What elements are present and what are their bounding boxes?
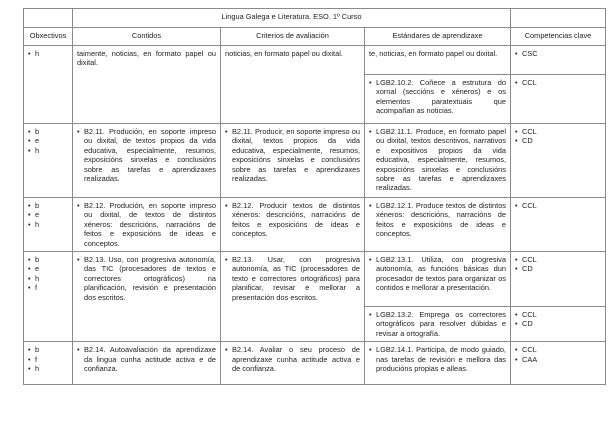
table-row — [24, 252, 606, 307]
criteria-cell — [221, 252, 365, 342]
objective-item: • f — [28, 355, 68, 364]
standard-text: • LGB2.11.1. Produce, en formato papel ou dixital, textos descritivos, narrativos e expositivos propios da vida educativa, especialmente, resumos, exposicións sinxelas e conclusións sobre as tarefas e aprendizaxes realizadas. — [369, 127, 506, 193]
content-cell — [73, 252, 221, 342]
standard-text: • LGB2.12.1. Produce textos de distintos xéneros: descricións, narracións de feitos e exposicións de ideas e conceptos. — [369, 201, 506, 239]
content-text: • B2.12. Produción, en soporte impreso ou dixital, de textos de distintos xéneros: descricións, narracións de feitos e exposicións de ideas e conceptos. — [77, 201, 216, 248]
competences-cell — [511, 252, 606, 307]
competence-item: • CCL — [515, 78, 601, 87]
competences-cell — [511, 342, 606, 385]
table-row — [24, 198, 606, 252]
content-cell — [73, 198, 221, 252]
standard-text: • LGB2.10.2. Coñece a estrutura do xornal (seccións e xéneros) e os elementos paratextuais que acompañan as noticias. — [369, 78, 506, 116]
competence-item: • CSC — [515, 49, 601, 58]
standard-cell — [365, 252, 511, 307]
objectives-cell — [24, 252, 73, 342]
objectives-cell — [24, 46, 73, 124]
objective-item: • h — [28, 364, 68, 373]
header-objectives: Obxectivos — [24, 28, 73, 46]
criteria-text: • B2.12. Producir textos de distintos xéneros: descricións, narracións de feitos e exposicións de ideas e conceptos. — [225, 201, 360, 239]
content-text: • B2.14. Autoavaliación da aprendizaxe da lingua cunha actitude activa e de confianza. — [77, 345, 216, 373]
competence-item: • CCL — [515, 201, 601, 210]
competence-item: • CCL — [515, 127, 601, 136]
title-corner-cell — [24, 9, 73, 28]
objectives-cell — [24, 342, 73, 385]
objective-item: • f — [28, 283, 68, 292]
competence-item: • CD — [515, 264, 601, 273]
competences-cell — [511, 124, 606, 198]
curriculum-table — [23, 8, 606, 385]
criteria-text: noticias, en formato papel ou dixital. — [225, 49, 343, 58]
title-end-cell — [511, 9, 606, 28]
objective-item: • e — [28, 136, 68, 145]
objectives-cell — [24, 198, 73, 252]
table-header-row — [24, 28, 606, 46]
content-text: • B2.13. Uso, con progresiva autonomía, das TIC (procesadores de textos e correctores ortográficos) na planificación, revisión e presentación dos escritos. — [77, 255, 216, 302]
competence-item: • CCL — [515, 255, 601, 264]
table-row — [24, 124, 606, 198]
competences-cell — [511, 75, 606, 124]
competence-item: • CAA — [515, 355, 601, 364]
objective-item: • b — [28, 201, 68, 210]
competence-item: • CCL — [515, 310, 601, 319]
standard-text: • LGB2.14.1. Participa, de modo guiado, nas tarefas de revisión e mellora das producións propias e alleas. — [369, 345, 506, 373]
content-cell — [73, 46, 221, 124]
header-criteria: Criterios de avaliación — [221, 28, 365, 46]
content-text: taimente, noticias, en formato papel ou dixital. — [77, 49, 216, 68]
objective-item: • h — [28, 274, 68, 283]
criteria-text: • B2.13. Usar, con progresiva autonomía, as TIC (procesadores de texto e correctores ortográficos) para planificar, revisar e mellorar a presentación dos escritos. — [225, 255, 360, 302]
content-cell — [73, 342, 221, 385]
objectives-cell — [24, 124, 73, 198]
objective-item: • b — [28, 127, 68, 136]
objective-item: • h — [28, 220, 68, 229]
standard-text: • LGB2.13.1. Utiliza, con progresiva autonomía, as funcións básicas dun procesador de textos para organizar os contidos e mellorar a presentación. — [369, 255, 506, 293]
competence-item: • CD — [515, 319, 601, 328]
criteria-cell — [221, 342, 365, 385]
competence-item: • CCL — [515, 345, 601, 354]
table-row — [24, 46, 606, 75]
criteria-cell — [221, 198, 365, 252]
standard-cell — [365, 46, 511, 75]
competence-item: • CD — [515, 136, 601, 145]
criteria-cell — [221, 46, 365, 124]
objective-item: • h — [28, 49, 68, 58]
standard-text: te, noticias, en formato papel ou dixital. — [369, 49, 498, 58]
table-title: Lingua Galega e Literatura. ESO. 1º Curso — [73, 9, 511, 28]
competences-cell — [511, 307, 606, 342]
standard-cell — [365, 198, 511, 252]
criteria-text: • B2.14. Avaliar o seu proceso de aprendizaxe cunha actitude activa e de confianza. — [225, 345, 360, 373]
standard-text: • LGB2.13.2. Emprega os correctores ortográficos para resolver dúbidas e revisar a ortografía. — [369, 310, 506, 338]
header-competences: Competencias clave — [511, 28, 606, 46]
standard-cell — [365, 342, 511, 385]
criteria-cell — [221, 124, 365, 198]
header-contents: Contidos — [73, 28, 221, 46]
table-row — [24, 342, 606, 385]
standard-cell — [365, 307, 511, 342]
standard-cell — [365, 124, 511, 198]
objective-item: • h — [28, 146, 68, 155]
criteria-text: • B2.11. Producir, en soporte impreso ou dixital, textos propios da vida educativa, especialmente, resumos, exposicións sinxelas e conclusións sobre as tarefas e aprendizaxes realizadas. — [225, 127, 360, 183]
content-text: • B2.11. Produción, en soporte impreso ou dixital, de textos propios da vida educativa, especialmente, resumos, exposicións sinxelas e conclusións sobre as tarefas e aprendizaxes realizadas. — [77, 127, 216, 183]
content-cell — [73, 124, 221, 198]
standard-cell — [365, 75, 511, 124]
objective-item: • b — [28, 345, 68, 354]
header-standards: Estándares de aprendizaxe — [365, 28, 511, 46]
objective-item: • b — [28, 255, 68, 264]
objective-item: • e — [28, 210, 68, 219]
table-title-row — [24, 9, 606, 28]
objective-item: • e — [28, 264, 68, 273]
competences-cell — [511, 198, 606, 252]
competences-cell — [511, 46, 606, 75]
